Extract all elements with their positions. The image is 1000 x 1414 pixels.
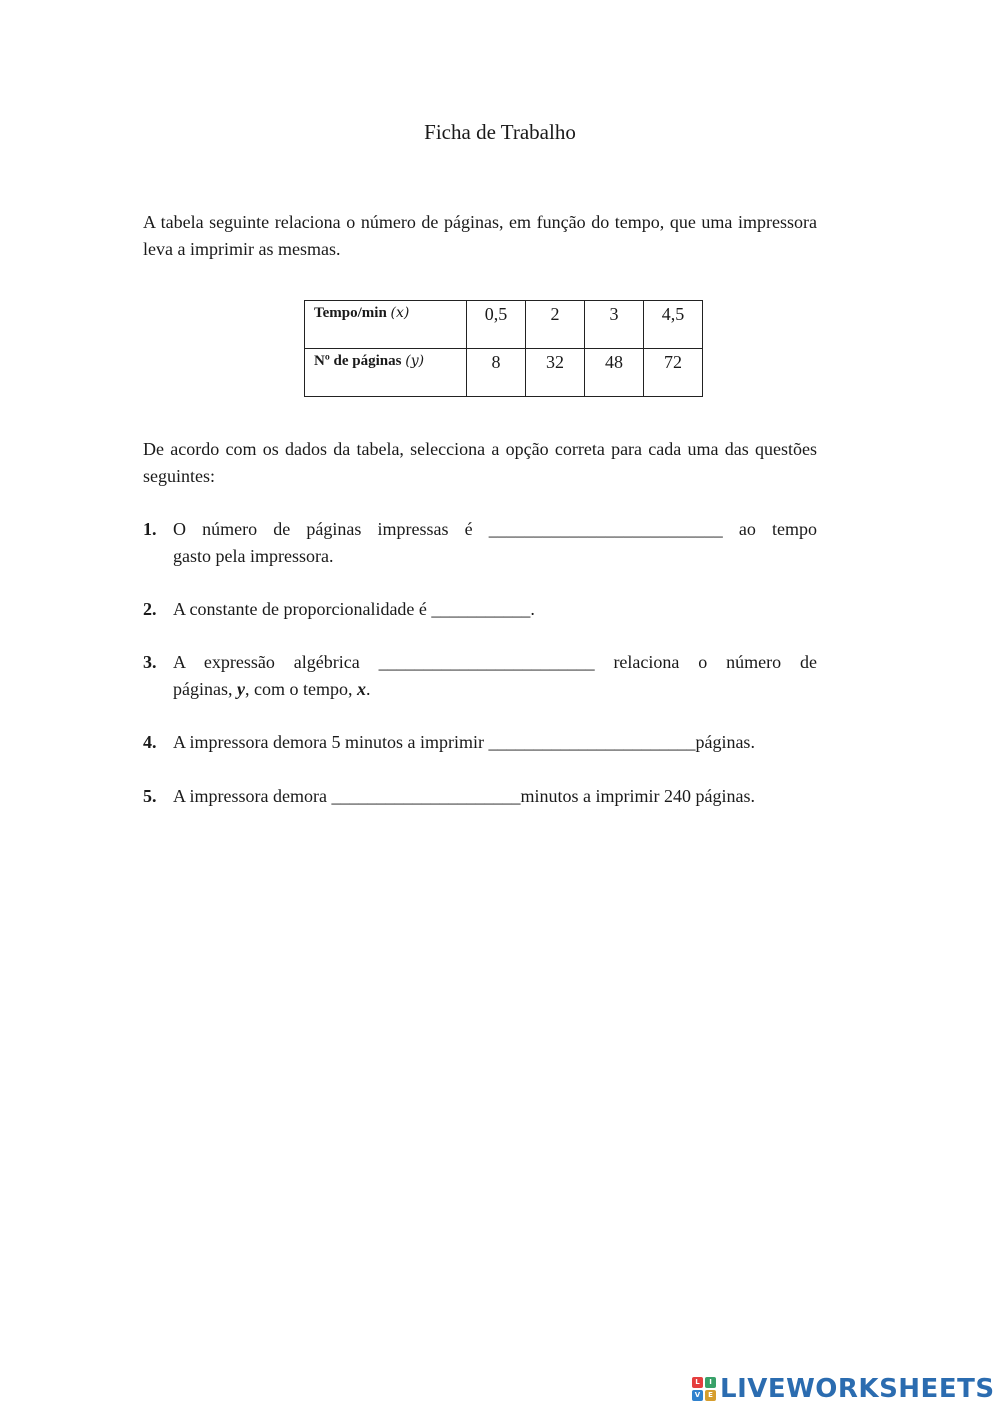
var-y: y [236,679,245,699]
liveworksheets-logo-icon [692,1377,716,1401]
answer-blank-1[interactable]: __________________________ [488,519,723,539]
question-2: 2. A constante de proporcionalidade é ___________. [143,596,817,623]
intro-paragraph: A tabela seguinte relaciona o número de páginas, em função do tempo, que uma impressora leva a imprimir as mesmas. [143,212,817,259]
table-row [305,349,703,397]
question-number: 2. [143,599,157,619]
table-cell: 4,5 [644,301,703,349]
table-cell: 8 [467,349,526,397]
row-header-time: Tempo/min (x) [305,301,467,349]
table-cell: 2 [526,301,585,349]
answer-blank-4[interactable]: _______________________ [488,732,696,752]
var-x: x [356,679,366,699]
question-3: 3. A expressão algébrica ________________________ relaciona o número de páginas, y, com o tempo, x. [143,649,817,703]
question-5: 5. A impressora demora _____________________minutos a imprimir 240 páginas. [143,783,817,810]
table-cell: 48 [585,349,644,397]
logo-tile: E [705,1390,716,1401]
logo-tile: L [692,1377,703,1388]
logo-tile: I [705,1377,716,1388]
instruction-paragraph: De acordo com os dados da tabela, selecciona a opção correta para cada uma das questões seguintes: [143,439,817,486]
data-table [304,300,703,397]
question-1: 1. O número de páginas impressas é __________________________ ao tempo gasto pela impressora. [143,516,817,570]
logo-tile: V [692,1390,703,1401]
liveworksheets-brand [692,1373,995,1405]
var-y: (y) [405,353,425,369]
question-number: 3. [143,652,157,672]
table-cell: 3 [585,301,644,349]
brand-text: LIVEWORKSHEETS [720,1374,995,1404]
table-cell: 32 [526,349,585,397]
var-x: (x) [390,305,410,321]
question-number: 4. [143,732,157,752]
table-cell: 72 [644,349,703,397]
question-4: 4. A impressora demora 5 minutos a imprimir _______________________páginas. [143,729,817,756]
question-number: 1. [143,519,157,539]
answer-blank-2[interactable]: ___________ [431,599,531,619]
table-row [305,301,703,349]
answer-blank-3[interactable]: ________________________ [378,652,595,672]
page-title: Ficha de Trabalho [424,120,576,144]
answer-blank-5[interactable]: _____________________ [331,786,521,806]
row-header-pages: Nº de páginas (y) [305,349,467,397]
table-cell: 0,5 [467,301,526,349]
question-number: 5. [143,786,157,806]
